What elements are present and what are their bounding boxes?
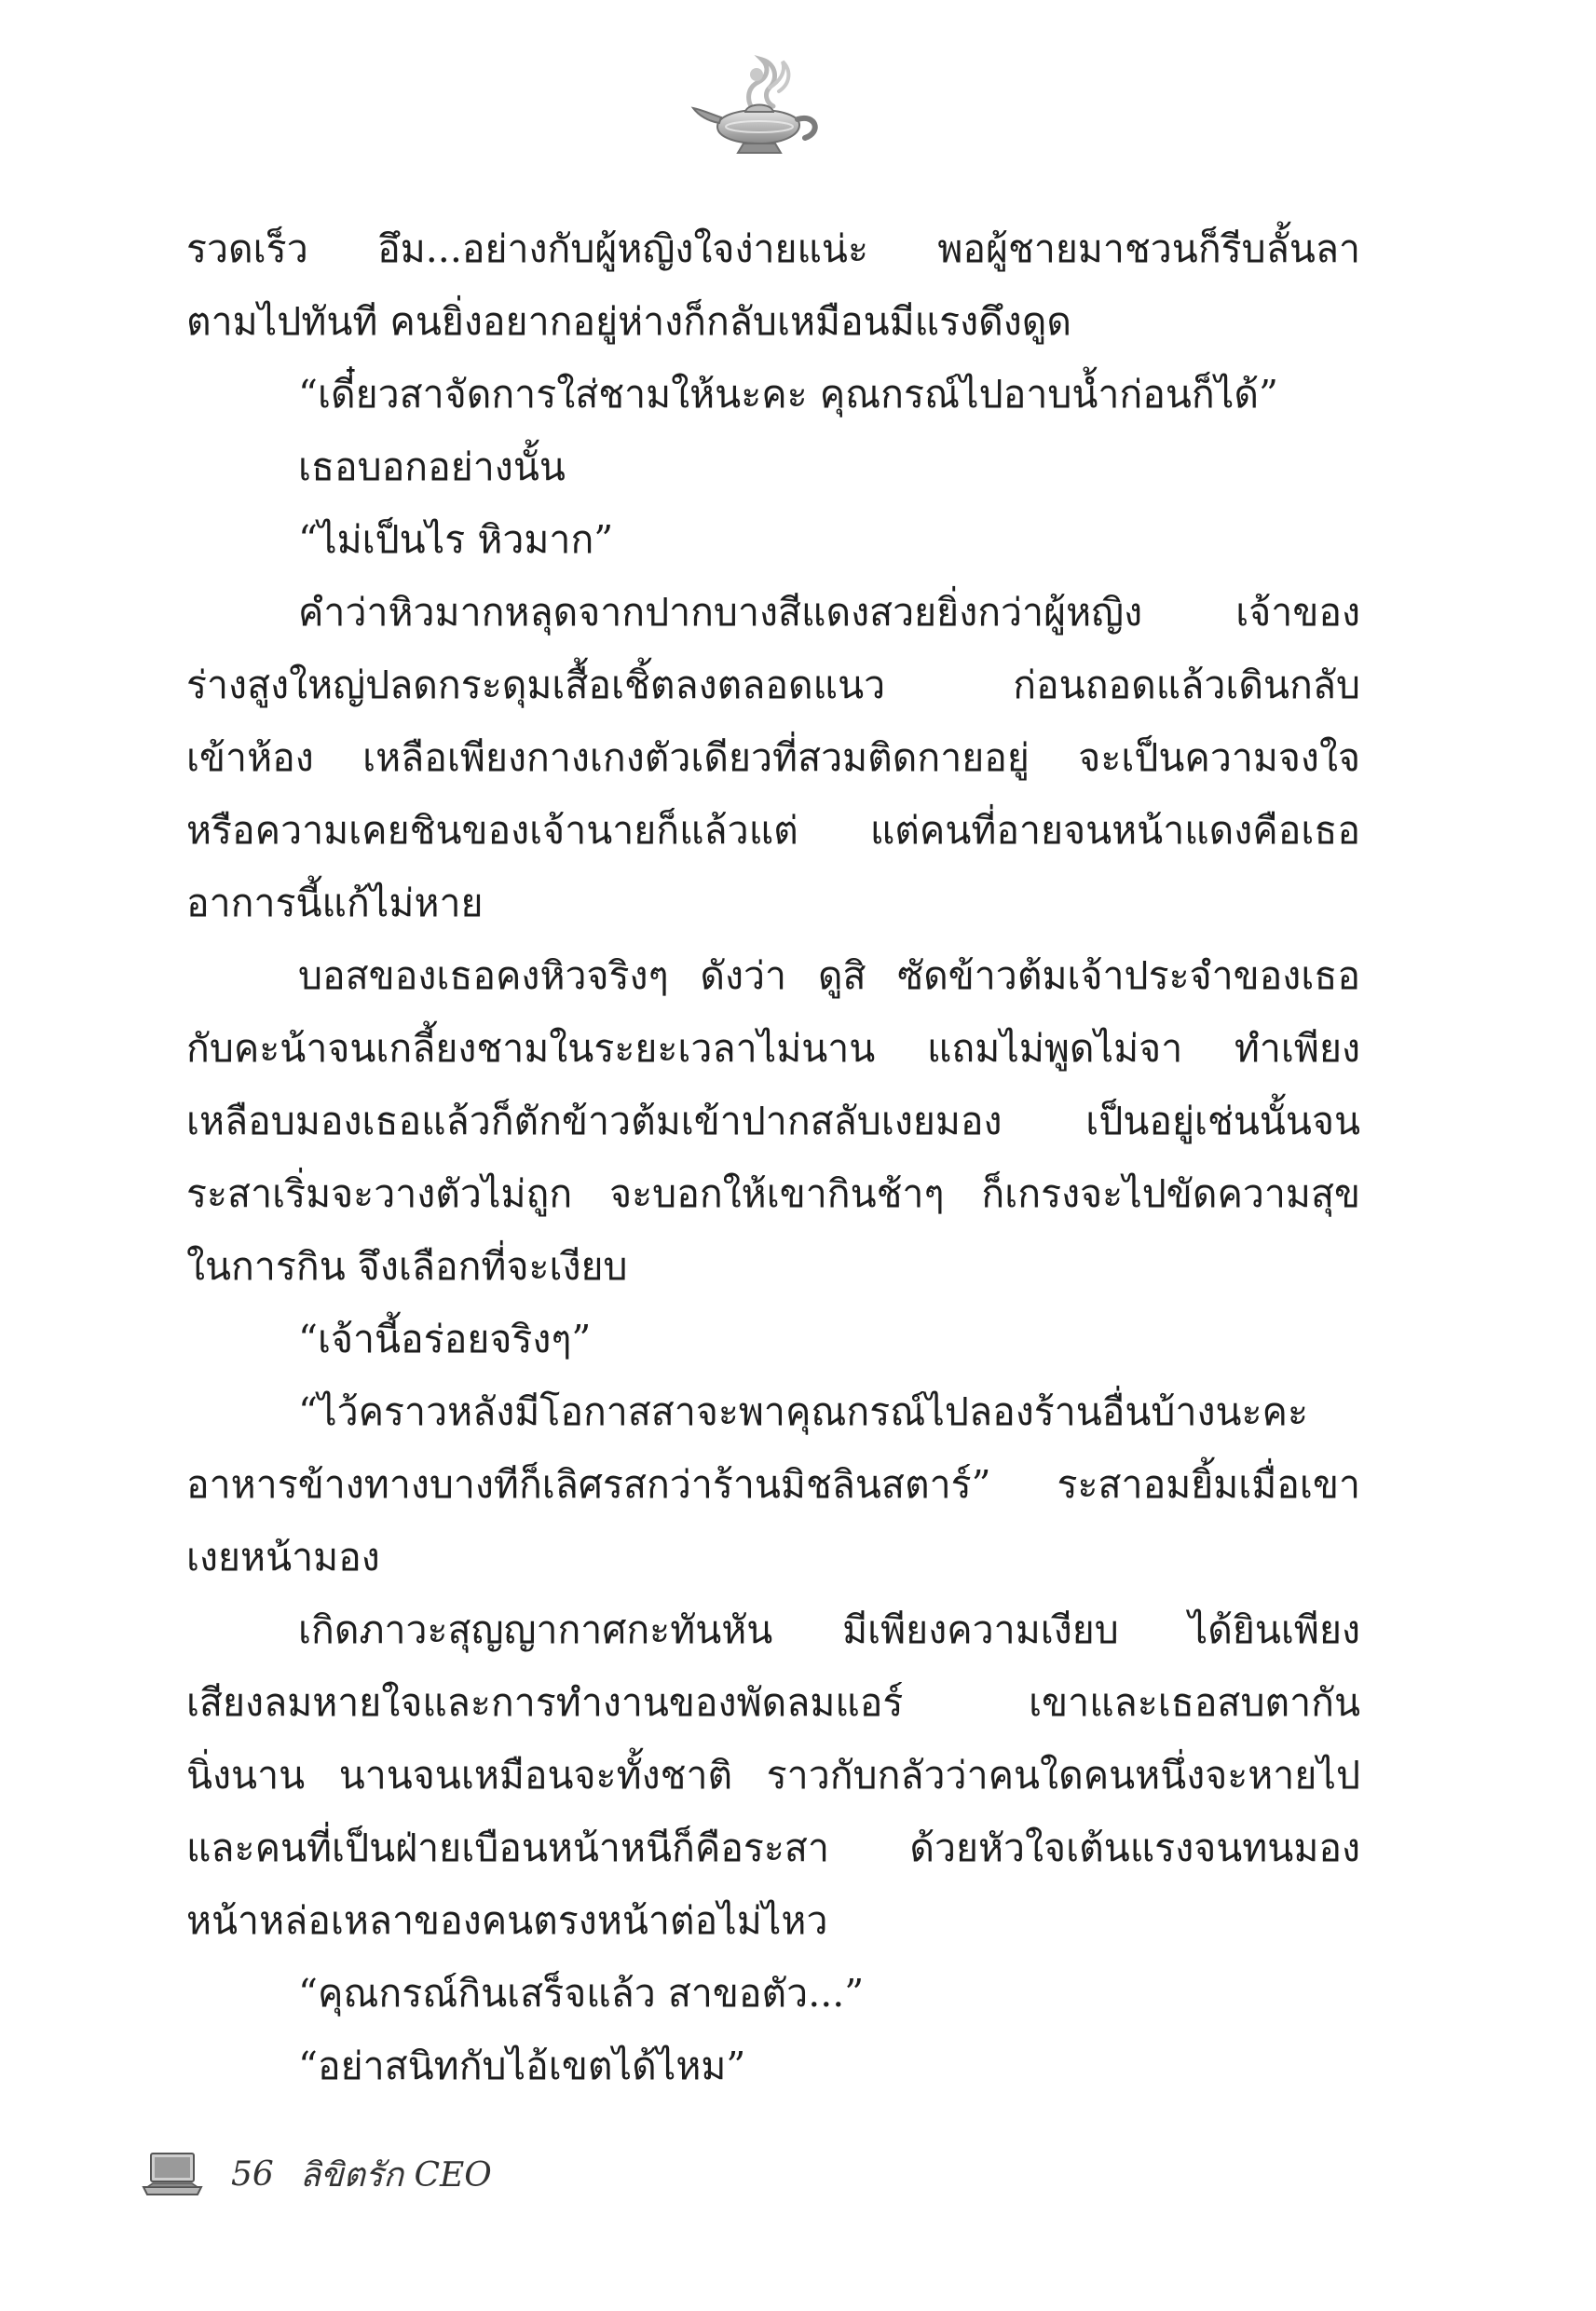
text-line: นิ่งนาน นานจนเหมือนจะทั้งชาติ ราวกับกลัวว่าคนใดคนหนึ่งจะหายไป <box>186 1753 1360 1798</box>
text-line: “คุณกรณ์กินเสร็จแล้ว สาขอตัว...” <box>298 1971 865 2016</box>
text-line: คำว่าหิวมากหลุดจากปากบางสีแดงสวยยิ่งกว่าผู้หญิง เจ้าของ <box>298 590 1360 635</box>
text-line: “ไม่เป็นไร หิวมาก” <box>298 517 614 562</box>
book-title: ลิขิตรัก CEO <box>299 2155 492 2195</box>
text-line: ในการกิน จึงเลือกที่จะเงียบ <box>186 1244 628 1289</box>
text-line: “เจ้านี้อร่อยจริงๆ” <box>298 1317 592 1361</box>
text-line: ร่างสูงใหญ่ปลดกระดุมเสื้อเชิ้ตลงตลอดแนว ก่อนถอดแล้วเดินกลับ <box>186 663 1360 707</box>
text-line: บอสของเธอคงหิวจริงๆ ดังว่า ดูสิ ซัดข้าวต้มเจ้าประจำของเธอ <box>298 953 1360 998</box>
text-line: อาการนี้แก้ไม่หาย <box>186 881 484 925</box>
text-line: เข้าห้อง เหลือเพียงกางเกงตัวเดียวที่สวมติดกายอยู่ จะเป็นความจงใจ <box>186 735 1360 780</box>
text-line: เหลือบมองเธอแล้วก็ตักข้าวต้มเข้าปากสลับเงยมอง เป็นอยู่เช่นนั้นจน <box>186 1099 1360 1143</box>
genie-lamp-icon <box>689 54 829 157</box>
text-line: ระสาเริ่มจะวางตัวไม่ถูก จะบอกให้เขากินช้าๆ ก็เกรงจะไปขัดความสุข <box>186 1171 1360 1216</box>
laptop-icon <box>140 2150 205 2198</box>
text-line: “ไว้คราวหลังมีโอกาสสาจะพาคุณกรณ์ไปลองร้านอื่นบ้างนะคะ <box>298 1389 1308 1434</box>
text-line: “เดี๋ยวสาจัดการใส่ชามให้นะคะ คุณกรณ์ไปอาบน้ำก่อนก็ได้” <box>298 372 1278 417</box>
page-body-text <box>186 212 1360 2102</box>
text-line: เกิดภาวะสุญญากาศกะทันหัน มีเพียงความเงียบ ได้ยินเพียง <box>298 1607 1360 1652</box>
text-line: หรือความเคยชินของเจ้านายก็แล้วแต่ แต่คนที่อายจนหน้าแดงคือเธอ <box>186 808 1360 853</box>
text-line: เธอบอกอย่างนั้น <box>298 444 566 489</box>
text-line: ตามไปทันที คนยิ่งอยากอยู่ห่างก็กลับเหมือนมีแรงดึงดูด <box>186 299 1072 344</box>
text-line: เสียงลมหายใจและการทำงานของพัดลมแอร์ เขาและเธอสบตากัน <box>186 1680 1360 1725</box>
text-line: รวดเร็ว อึม...อย่างกับผู้หญิงใจง่ายแน่ะ พอผู้ชายมาชวนก็รีบลั้นลา <box>186 226 1360 271</box>
page-footer <box>140 2141 492 2207</box>
page-number: 56 <box>231 2154 274 2194</box>
text-line: หน้าหล่อเหลาของคนตรงหน้าต่อไม่ไหว <box>186 1898 828 1943</box>
text-line: อาหารข้างทางบางทีก็เลิศรสกว่าร้านมิชลินสตาร์” ระสาอมยิ้มเมื่อเขา <box>186 1462 1360 1507</box>
text-line: เงยหน้ามอง <box>186 1535 380 1579</box>
text-line: กับคะน้าจนเกลี้ยงชามในระยะเวลาไม่นาน แถมไม่พูดไม่จา ทำเพียง <box>186 1026 1360 1071</box>
text-line: “อย่าสนิทกับไอ้เขตได้ไหม” <box>298 2044 746 2088</box>
text-line: และคนที่เป็นฝ่ายเบือนหน้าหนีก็คือระสา ด้วยหัวใจเต้นแรงจนทนมอง <box>186 1826 1360 1870</box>
